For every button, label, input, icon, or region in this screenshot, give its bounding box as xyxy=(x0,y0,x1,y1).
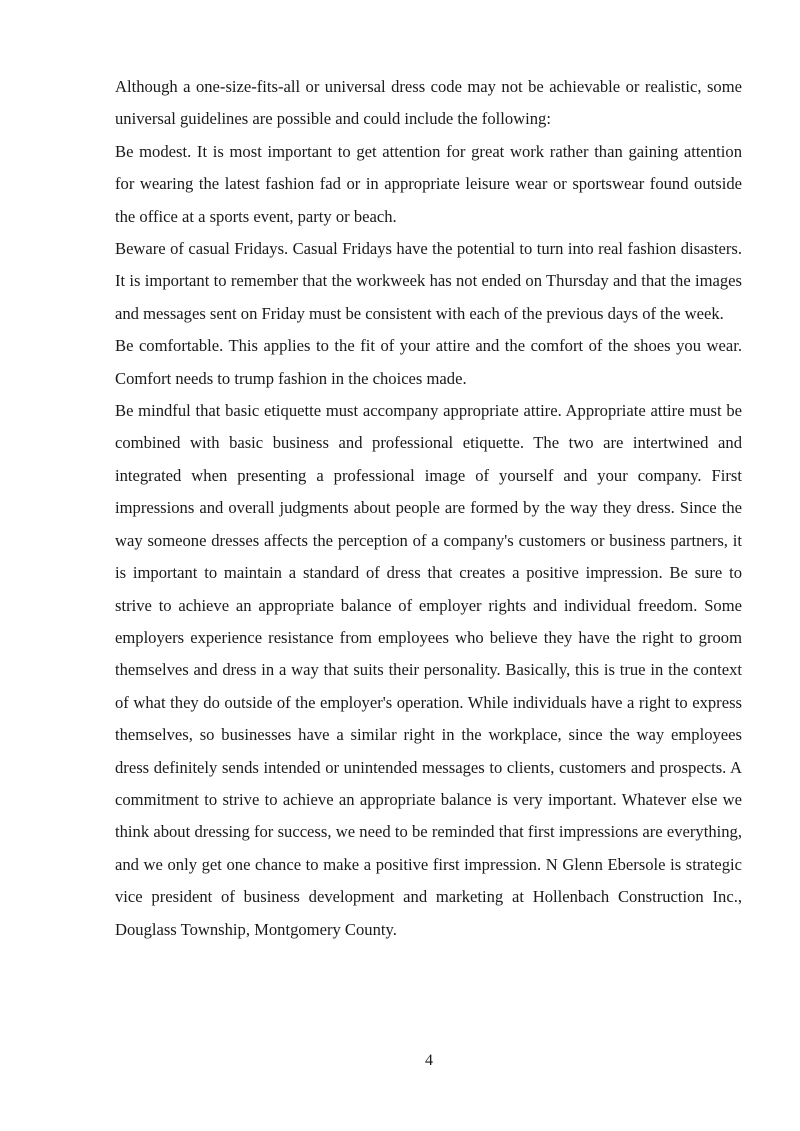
paragraph-etiquette: Be mindful that basic etiquette must accompany appropriate attire. Appropriate attire must be combined with basic business and professional etiquette. The two are intertwined and integrated when presenting a professional image of yourself and your company. First impressions and overall judgments about people are formed by the way they dress. Since the way someone dresses affects the perception of a company's customers or business partners, it is important to maintain a standard of dress that creates a positive impression. Be sure to strive to achieve an appropriate balance of employer rights and individual freedom. Some employers experience resistance from employees who believe they have the right to groom themselves and dress in a way that suits their personality. Basically, this is true in the context of what they do outside of the employer's operation. While individuals have a right to express themselves, so businesses have a similar right in the workplace, since the way employees dress definitely sends intended or unintended messages to clients, customers and prospects. A commitment to strive to achieve an appropriate balance is very important. Whatever else we think about dressing for success, we need to be reminded that first impressions are everything, and we only get one chance to make a positive first impression. N Glenn Ebersole is strategic vice president of business development and marketing at Hollenbach Construction Inc., Douglass Township, Montgomery County. xyxy=(115,401,742,939)
paragraph-casual-fridays: Beware of casual Fridays. Casual Fridays have the potential to turn into real fashion disasters. It is important to remember that the workweek has not ended on Thursday and that the images and messages sent on Friday must be consistent with each of the previous days of the week. xyxy=(115,239,742,323)
body-text xyxy=(115,71,742,946)
page-number: 4 xyxy=(425,1052,433,1069)
paragraph-intro: Although a one-size-fits-all or universal dress code may not be achievable or realistic, some universal guidelines are possible and could include the following: xyxy=(115,77,742,129)
paragraph-be-modest: Be modest. It is most important to get attention for great work rather than gaining attention for wearing the latest fashion fad or in appropriate leisure wear or sportswear found outside the office at a sports event, party or beach. xyxy=(115,141,742,226)
paragraph-be-comfortable: Be comfortable. This applies to the fit of your attire and the comfort of the shoes you wear. Comfort needs to trump fashion in the choices made. xyxy=(115,336,742,388)
